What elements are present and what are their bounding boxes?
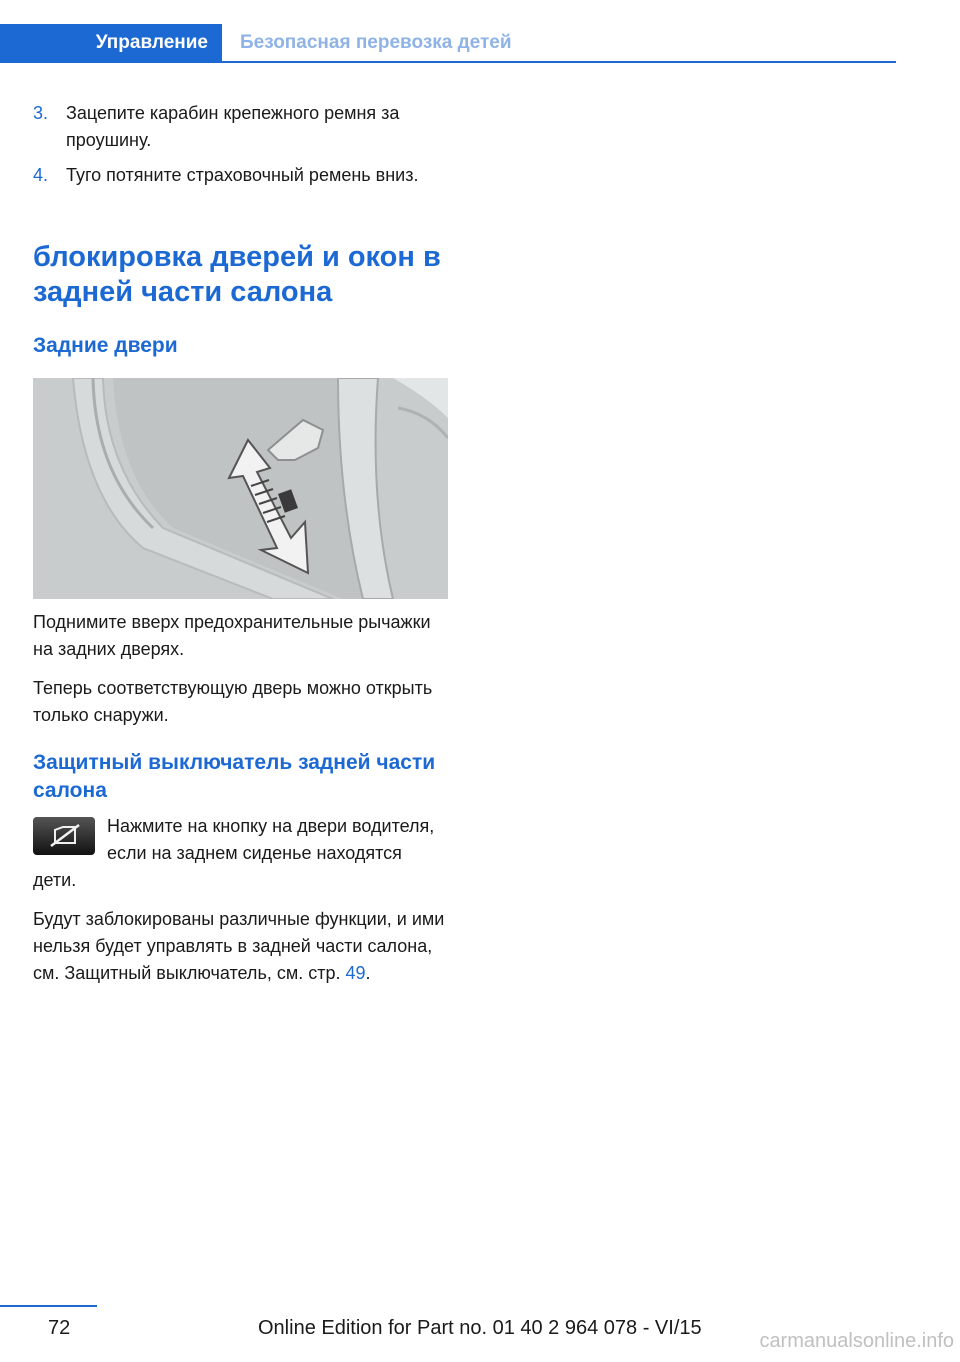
step-3 xyxy=(33,100,448,154)
section-title: блокировка дверей и окон в задней части салона xyxy=(33,241,441,308)
window-lock-button-icon xyxy=(33,817,95,855)
footer-line xyxy=(0,1305,97,1307)
safety-switch-paragraph-2 xyxy=(33,906,448,987)
door-illustration-svg xyxy=(33,378,448,599)
header-bar xyxy=(0,24,896,63)
door-lock-illustration xyxy=(33,378,448,599)
page-reference-link[interactable]: 49 xyxy=(345,963,366,983)
subsection-title-rear-doors: Задние двери xyxy=(33,334,178,357)
step-4 xyxy=(33,162,448,189)
header-tab-inactive[interactable]: Безопасная перевозка детей xyxy=(240,31,512,53)
rear-doors-paragraph-2: Теперь соответствующую дверь можно открыть только снаружи. xyxy=(33,678,433,725)
step-text: Туго потяните страховочный ремень вниз. xyxy=(66,165,419,185)
header-tab-active[interactable]: Управление xyxy=(0,24,222,61)
subsection-title-safety-switch: Защитный выключатель задней части салона xyxy=(33,751,436,802)
watermark: carmanualsonline.info xyxy=(759,1330,954,1352)
step-number: 4. xyxy=(33,165,49,185)
main-content xyxy=(33,100,448,987)
page-number: 72 xyxy=(48,1317,71,1339)
safety-switch-instruction xyxy=(33,813,448,894)
safety-switch-paragraph-1: Нажмите на кнопку на двери водителя, если на заднем сиденье находятся дети. xyxy=(33,816,435,890)
step-number: 3. xyxy=(33,103,49,123)
rear-doors-paragraph-1: Поднимите вверх предохранительные рычажки на задних дверях. xyxy=(33,612,431,659)
step-text: Зацепите карабин крепежного ремня за проушину. xyxy=(66,103,400,150)
edition-info: Online Edition for Part no. 01 40 2 964 078 - VI/15 xyxy=(258,1317,702,1339)
safety-switch-paragraph-2-text: Будут заблокированы различные функции, и ими нельзя будет управлять в задней части салона, см. Защитный выключатель, см. стр. xyxy=(33,909,445,983)
safety-switch-paragraph-2-end: . xyxy=(365,963,371,983)
